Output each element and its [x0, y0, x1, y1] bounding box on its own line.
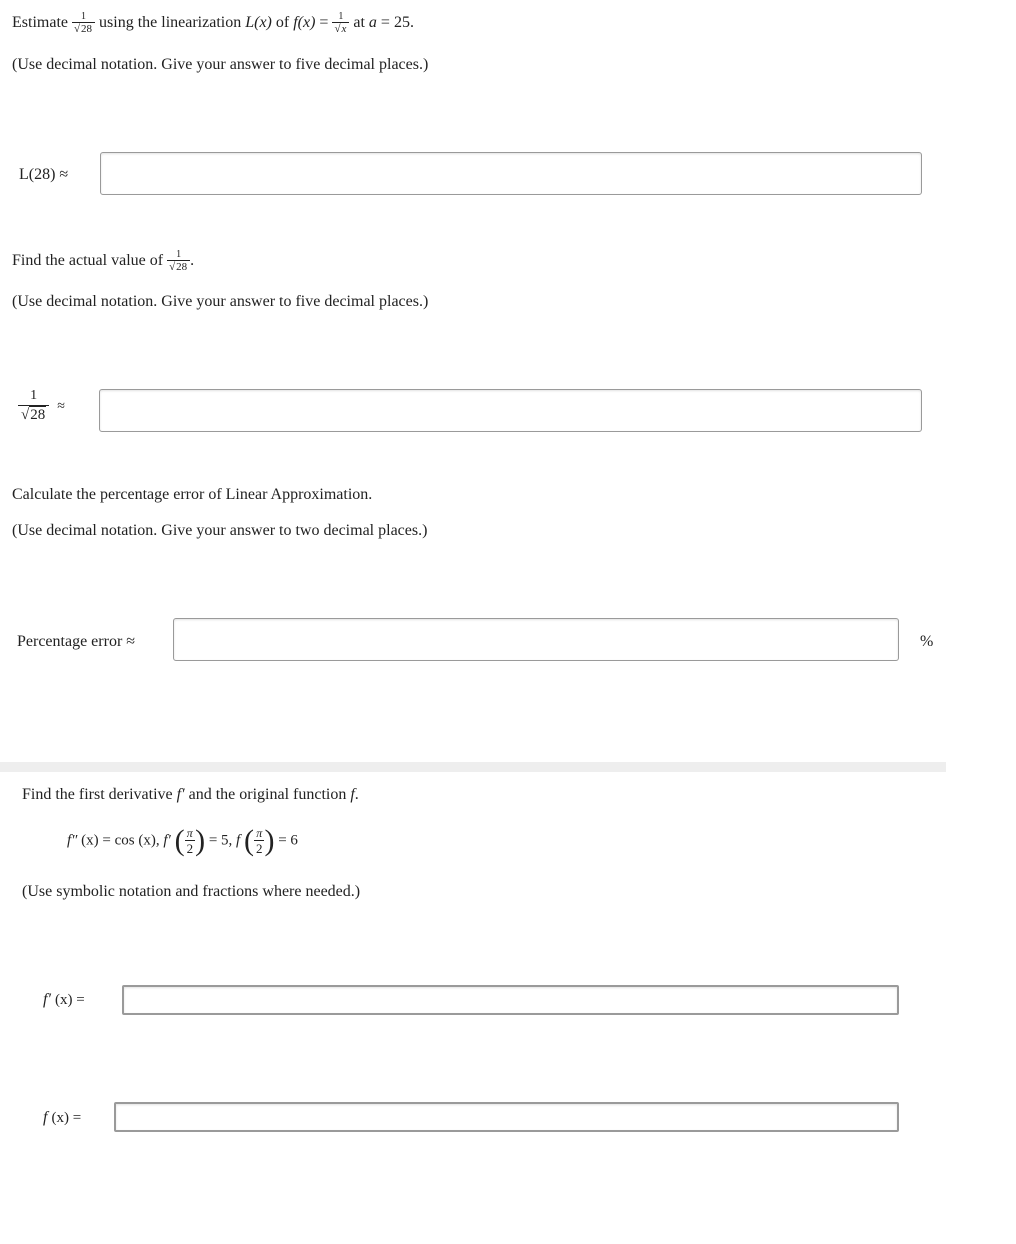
- f-double-prime-expression: (x) = cos (x),: [81, 832, 160, 849]
- fraction-1-over-sqrt28: [72, 12, 95, 35]
- equals-sign: =: [319, 14, 329, 32]
- pi-over-2-fraction: [254, 827, 265, 855]
- answer-2-input[interactable]: [99, 389, 922, 432]
- f-label-rest: (x) =: [51, 1110, 82, 1126]
- f-value: = 6: [278, 832, 298, 849]
- f-symbol: f: [350, 786, 355, 803]
- fraction-1-over-sqrt28-large: [18, 389, 49, 423]
- fraction-1-over-sqrt28: [167, 250, 190, 273]
- period: .: [190, 252, 195, 270]
- a-value: = 25.: [380, 14, 414, 32]
- given-equation: [67, 826, 298, 856]
- period: .: [354, 786, 359, 803]
- radicand: 28: [30, 407, 46, 423]
- of-word: of: [275, 14, 290, 32]
- at-word: at: [353, 14, 365, 32]
- question-3-note: (Use decimal notation. Give your answer to two decimal places.): [12, 522, 428, 539]
- approx-sign: ≈: [57, 398, 65, 414]
- f-prime-symbol: f′: [163, 832, 171, 849]
- question-1-prompt: [12, 12, 414, 35]
- fraction-numerator: 1: [81, 11, 86, 22]
- pi-numerator: π: [186, 826, 193, 840]
- answer-2-label: [18, 389, 65, 423]
- fraction-1-over-sqrtx: [332, 12, 349, 35]
- f-prime-symbol: f′: [43, 991, 51, 1008]
- right-paren: ): [195, 824, 206, 857]
- linearization-text: using the linearization: [99, 14, 242, 32]
- denominator-2: 2: [186, 841, 194, 856]
- radicand: 28: [81, 23, 93, 35]
- right-paren: ): [264, 824, 275, 857]
- fraction-numerator: 1: [176, 249, 182, 260]
- f-prime-input[interactable]: [122, 985, 899, 1015]
- left-paren: (: [243, 824, 254, 857]
- radicand: x: [341, 23, 347, 35]
- first-derivative-text: Find the first derivative: [22, 786, 173, 803]
- answer-1-label: L(28) ≈: [19, 166, 69, 183]
- question-4-note: (Use symbolic notation and fractions where needed.): [22, 883, 361, 900]
- percent-unit: %: [920, 633, 934, 650]
- percentage-error-input[interactable]: [173, 618, 899, 661]
- denominator-2: 2: [255, 841, 263, 856]
- question-4-prompt: [22, 786, 359, 804]
- question-2-prompt: [12, 250, 194, 273]
- f-input[interactable]: [114, 1102, 899, 1132]
- pi-numerator: π: [256, 826, 263, 840]
- f-label: [43, 1109, 81, 1127]
- answer-1-input[interactable]: [100, 152, 922, 195]
- fraction-numerator: 1: [338, 11, 344, 22]
- f-prime-label-rest: (x) =: [54, 992, 85, 1008]
- f-prime-value: = 5,: [208, 832, 233, 849]
- original-function-text: and the original function: [188, 786, 347, 803]
- sqrt-28: √28: [167, 260, 190, 273]
- a-variable: a: [368, 14, 377, 32]
- f-double-prime-symbol: f″: [67, 832, 78, 849]
- pi-over-2-fraction: [185, 827, 196, 855]
- estimate-word: Estimate: [12, 14, 68, 32]
- section-divider: [0, 762, 946, 772]
- f-symbol: f: [43, 1109, 48, 1126]
- actual-value-text: Find the actual value of: [12, 252, 164, 270]
- function-symbol: f(x): [293, 14, 316, 32]
- f-prime-label: [43, 991, 85, 1009]
- sqrt-x: √x: [332, 22, 349, 35]
- answer-3-label: Percentage error ≈: [17, 633, 136, 650]
- sqrt-28: √28: [18, 405, 49, 423]
- sqrt-28: √28: [72, 22, 95, 35]
- left-paren: (: [174, 824, 185, 857]
- question-1-note: (Use decimal notation. Give your answer to five decimal places.): [12, 56, 429, 73]
- f-prime-symbol: f′: [176, 786, 185, 803]
- linearization-symbol: L(x): [245, 14, 272, 32]
- f-symbol: f: [236, 832, 241, 849]
- fraction-numerator: 1: [30, 388, 38, 403]
- question-3-prompt: Calculate the percentage error of Linear Approximation.: [12, 486, 373, 503]
- question-2-note: (Use decimal notation. Give your answer to five decimal places.): [12, 293, 429, 310]
- radicand: 28: [176, 261, 188, 273]
